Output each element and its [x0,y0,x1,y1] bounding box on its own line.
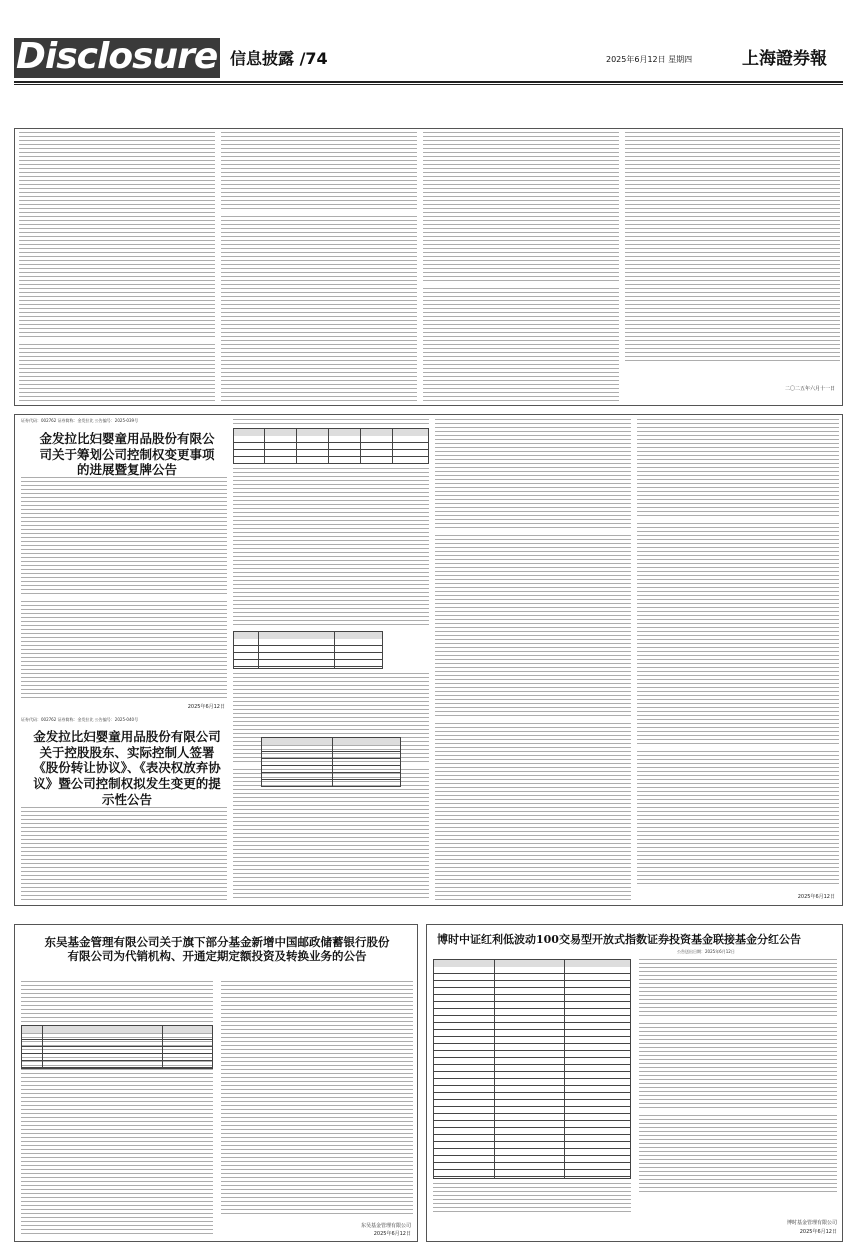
notice-title: 东吴基金管理有限公司关于旗下部分基金新增中国邮政储蓄银行股份有限公司为代销机构、开通定期定额投资及转换业务的公告 [44,935,390,964]
shareholding-table [233,428,429,464]
notice-title: 金发拉比妇婴童用品股份有限公司关于筹划公司控制权变更事项的进展暨复牌公告 [39,431,215,478]
text-column [233,673,429,901]
text-column [221,981,413,1215]
signature-org: 博时基金管理有限公司 [786,1220,837,1226]
brand-logo: Disclosure [16,36,218,77]
notice-title: 金发拉比妇婴童用品股份有限公司关于控股股东、实际控制人签署《股份转让协议》、《表决权放弃协议》暨公司控制权拟发生变更的提示性公告 [33,729,221,807]
text-column [433,1183,631,1213]
text-column [21,477,227,699]
jinhong-notices [14,414,843,906]
notice-meta: 证券代码：002762 证券简称：金发拉比 公告编号：2025-039号 [21,418,139,423]
text-column [221,132,417,402]
signature-date: 2025年6月12日 [797,894,835,900]
masthead-rule [14,81,843,83]
notice-meta: 公告送出日期：2025年6月12日 [677,949,735,954]
issue-date: 2025年6月12日 星期四 [606,55,693,64]
text-column [423,132,619,402]
paper-logo: 上海證券報 [742,49,827,69]
top-notice [14,128,843,406]
text-column [21,981,213,1235]
signature-org: 东吴基金管理有限公司 [360,1223,411,1229]
masthead [14,38,843,78]
dongwu-fund-notice [14,924,418,1242]
text-column [21,807,227,901]
boshi-fund-notice [426,924,843,1242]
signature-date: 2025年6月12日 [799,1229,837,1235]
text-column [637,419,839,887]
masthead-rule-thin [14,84,843,85]
text-column [233,468,429,628]
text-column [625,132,840,364]
brand-banner [14,38,220,78]
section-title: 信息披露 /74 [230,49,328,68]
text-column [233,419,429,425]
text-column [19,132,215,402]
signature-date: 二〇二五年六月十一日 [784,386,835,392]
notice-title: 博时中证红利低波动100交易型开放式指数证券投资基金联接基金分红公告 [437,933,801,946]
fund-list-table [21,1025,213,1069]
transfer-table [233,631,383,669]
equity-table [261,737,401,787]
text-column [639,959,837,1195]
signature-date: 2025年6月12日 [373,1231,411,1237]
signature-date: 2025年6月12日 [187,704,225,710]
notice-meta: 证券代码：002762 证券简称：金发拉比 公告编号：2025-040号 [21,717,139,722]
dividend-table [433,959,631,1179]
text-column [435,419,631,901]
